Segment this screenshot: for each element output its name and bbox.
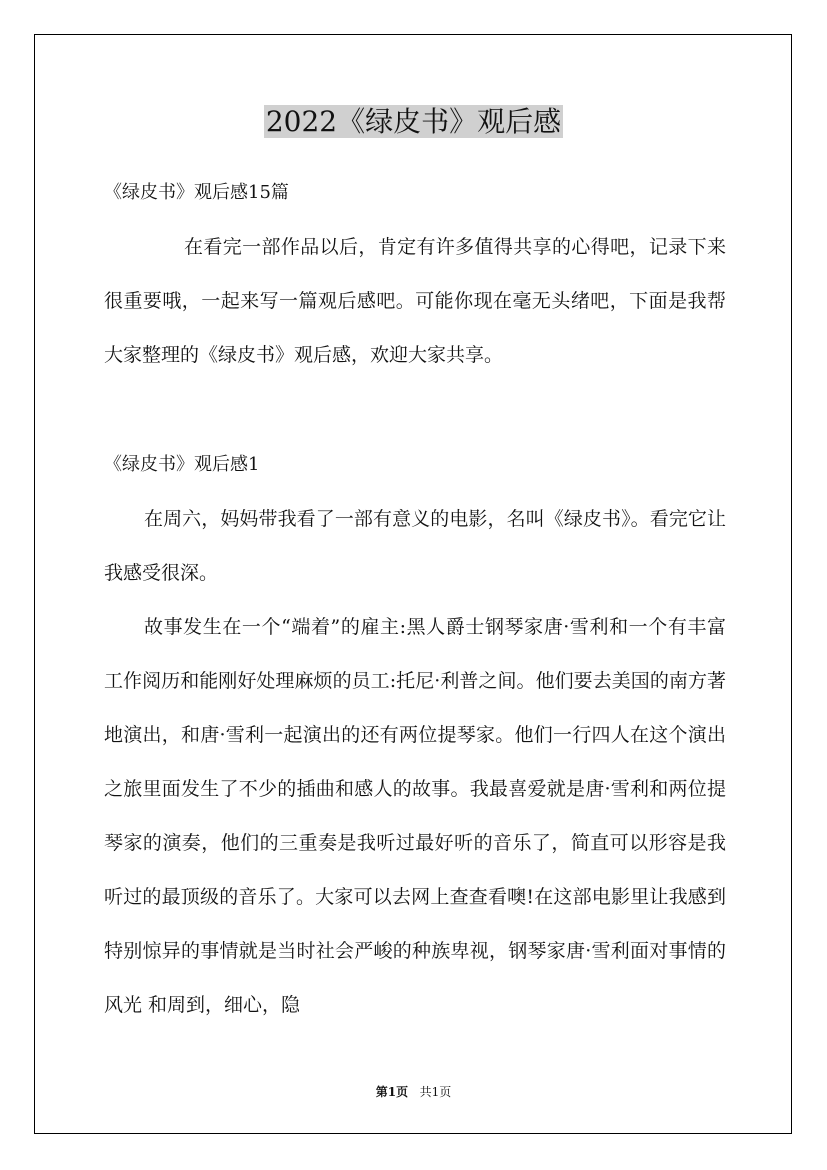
page-number: 第1页 [375,1085,409,1099]
page-total: 共1页 [419,1085,452,1099]
page-footer [0,1082,827,1102]
body-paragraph-1: 在周六，妈妈带我看了一部有意义的电影，名叫《绿皮书》。看完它让我感受很深。 [104,508,726,584]
body-paragraph-2: 故事发生在一个“端着”的雇主:黑人爵士钢琴家唐·雪利和一个有丰富工作阅历和能刚好处理麻烦的员工:托尼·利普之间。他们要去美国的南方著地演出，和唐·雪利一起演出的还有两位提琴家。他们一行四人在这个演出之旅里面发生了不少的插曲和感人的故事。我最喜爱就是唐·雪利和两位提琴家的演奏，他们的三重奏是我听过最好听的音乐了，简直可以形容是我听过的最顶级的音乐了。大家可以去网上查查看噢!在这部电影里让我感到特别惊异的事情就是当时社会严峻的种族卑视，钢琴家唐·雪利面对事情的风光 和周到，细心，隐 [104,616,726,1016]
document-subtitle: 《绿皮书》观后感15篇 [104,182,289,203]
document-title [0,100,827,144]
section-heading: 《绿皮书》观后感1 [104,454,260,475]
document-title-text: 2022《绿皮书》观后感 [265,105,562,138]
intro-paragraph: 在看完一部作品以后，肯定有许多值得共享的心得吧，记录下来很重要哦，一起来写一篇观后感吧。可能你现在毫无头绪吧，下面是我帮大家整理的《绿皮书》观后感，欢迎大家共享。 [104,236,726,366]
